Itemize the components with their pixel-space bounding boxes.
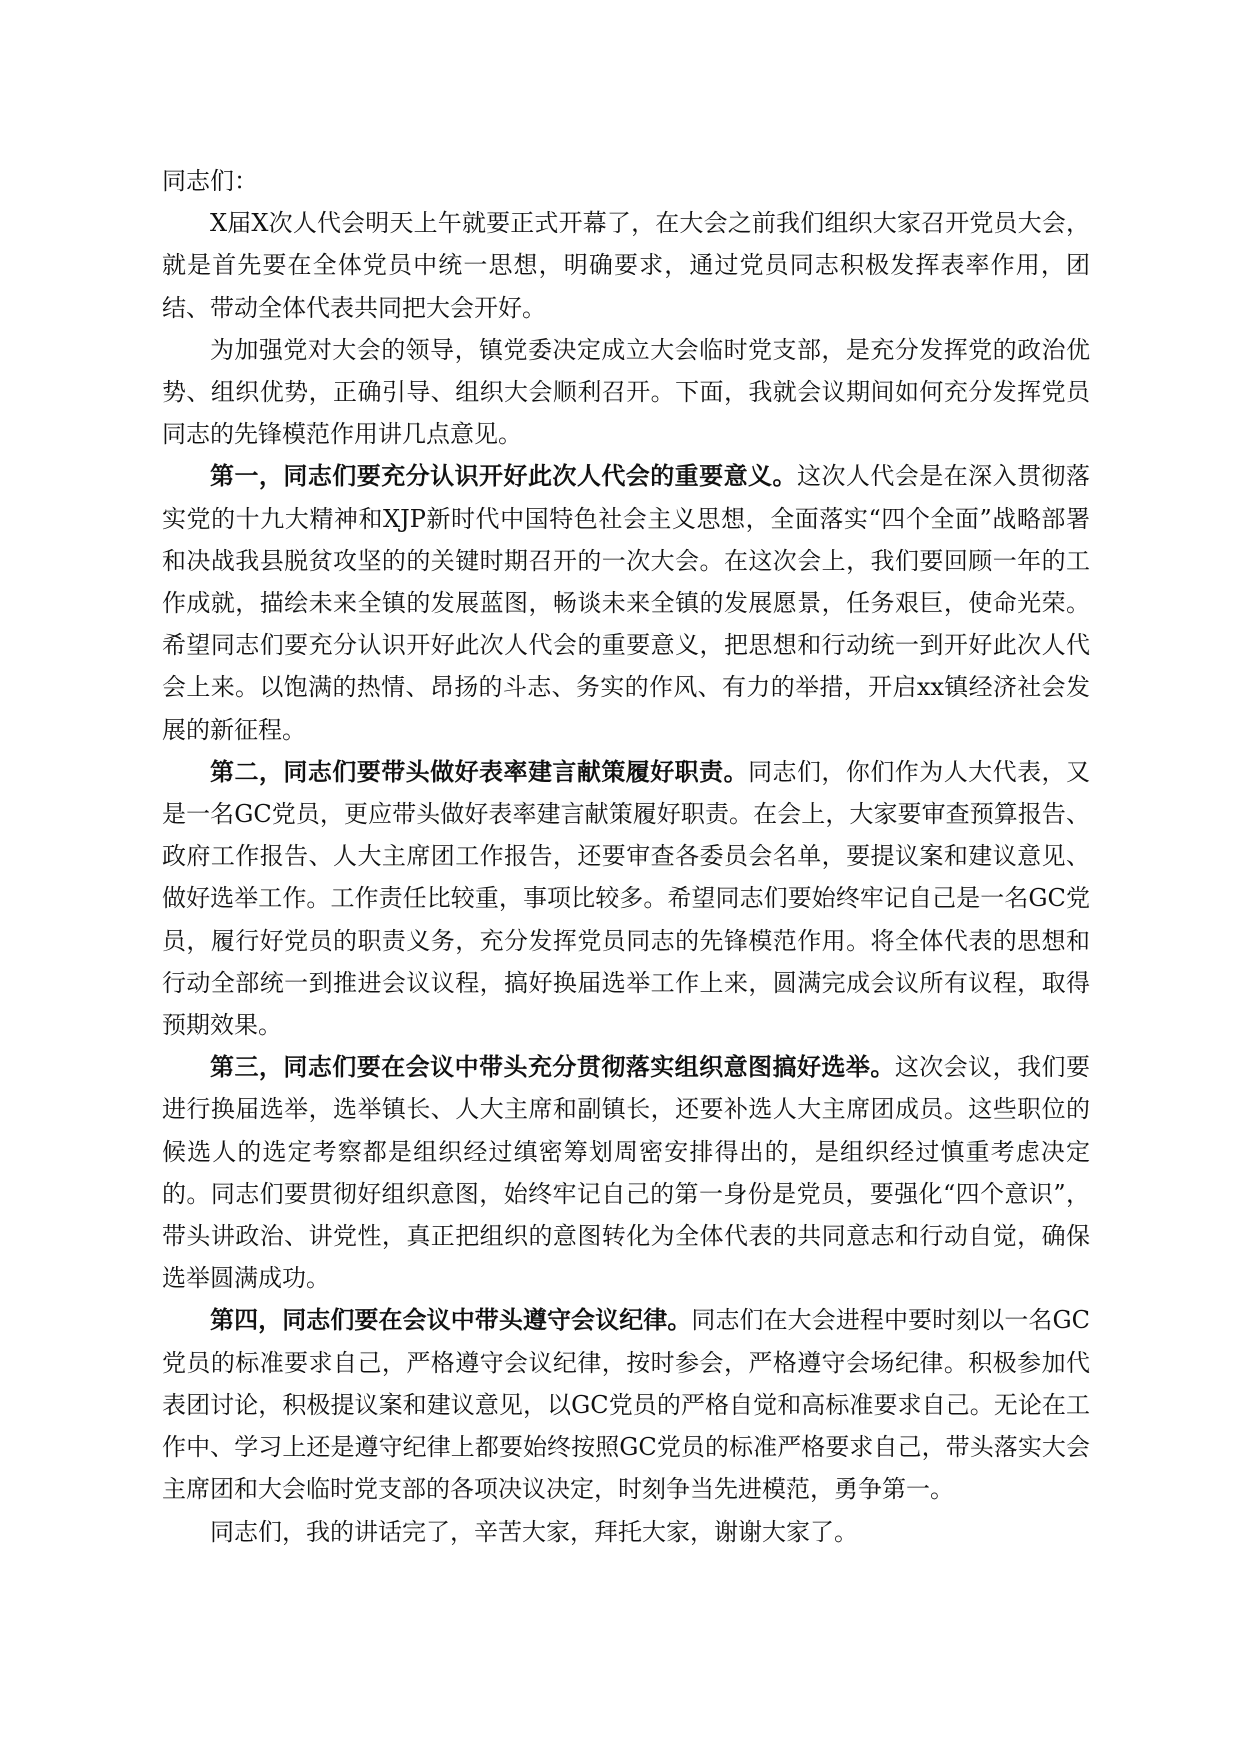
point-body-3: 这次会议，我们要进行换届选举，选举镇长、人大主席和副镇长，还要补选人大主席团成员。这些职位的候选人的选定考察都是组织经过缜密筹划周密安排得出的，是组织经过慎重考虑决定的。同志们要贯彻好组织意图，始终牢记自己的第一身份是党员，要强化“四个意识”，带头讲政治、讲党性，真正把组织的意图转化为全体代表的共同意志和行动自觉，确保选举圆满成功。 (162, 1053, 1091, 1293)
point-paragraph-1 (162, 455, 1090, 750)
point-paragraph-2 (162, 751, 1090, 1046)
point-body-2: 同志们，你们作为人大代表，又是一名GC党员，更应带头做好表率建言献策履好职责。在会上，大家要审查预算报告、政府工作报告、人大主席团工作报告，还要审查各委员会名单，要提议案和建议意见、做好选举工作。工作责任比较重，事项比较多。希望同志们要始终牢记自己是一名GC党员，履行好党员的职责义务，充分发挥党员同志的先锋模范作用。将全体代表的思想和行动全部统一到推进会议议程，搞好换届选举工作上来，圆满完成会议所有议程，取得预期效果。 (162, 757, 1091, 1040)
closing-paragraph: 同志们，我的讲话完了，辛苦大家，拜托大家，谢谢大家了。 (210, 1517, 858, 1546)
salutation: 同志们： (162, 167, 258, 195)
point-heading-4: 第四，同志们要在会议中带头遵守会议纪律。 (210, 1305, 692, 1335)
point-paragraph-4 (162, 1299, 1090, 1510)
point-body-1: 这次人代会是在深入贯彻落实党的十九大精神和XJP新时代中国特色社会主义思想，全面落实“四个全面”战略部署和决战我县脱贫攻坚的的关键时期召开的一次大会。在这次会上，我们要回顾一年的工作成就，描绘未来全镇的发展蓝图，畅谈未来全镇的发展愿景，任务艰巨，使命光荣。希望同志们要充分认识开好此次人代会的重要意义，把思想和行动统一到开好此次人代会上来。以饱满的热情、昂扬的斗志、务实的作风、有力的举措，开启xx镇经济社会发展的新征程。 (162, 462, 1091, 744)
intro-paragraph-2: 为加强党对大会的领导，镇党委决定成立大会临时党支部，是充分发挥党的政治优势、组织优势，正确引导、组织大会顺利召开。下面，我就会议期间如何充分发挥党员同志的先锋模范作用讲几点意见。 (162, 335, 1090, 449)
point-body-4: 同志们在大会进程中要时刻以一名GC党员的标准要求自己，严格遵守会议纪律，按时参会，严格遵守会场纪律。积极参加代表团讨论，积极提议案和建议意见，以GC党员的严格自觉和高标准要求自己。无论在工作中、学习上还是遵守纪律上都要始终按照GC党员的标准严格要求自己，带头落实大会主席团和大会临时党支部的各项决议决定，时刻争当先进模范，勇争第一。 (162, 1306, 1090, 1504)
point-heading-2: 第二，同志们要带头做好表率建言献策履好职责。 (210, 756, 749, 786)
intro-paragraph-1: X届X次人代会明天上午就要正式开幕了，在大会之前我们组织大家召开党员大会，就是首先要在全体党员中统一思想，明确要求，通过党员同志积极发挥表率作用，团结、带动全体代表共同把大会开好。 (162, 209, 1090, 322)
point-paragraph-3 (162, 1046, 1090, 1299)
document-page (162, 160, 1090, 1553)
point-heading-3: 第三，同志们要在会议中带头充分贯彻落实组织意图搞好选举。 (210, 1052, 895, 1082)
point-heading-1: 第一，同志们要充分认识开好此次人代会的重要意义。 (210, 461, 797, 491)
